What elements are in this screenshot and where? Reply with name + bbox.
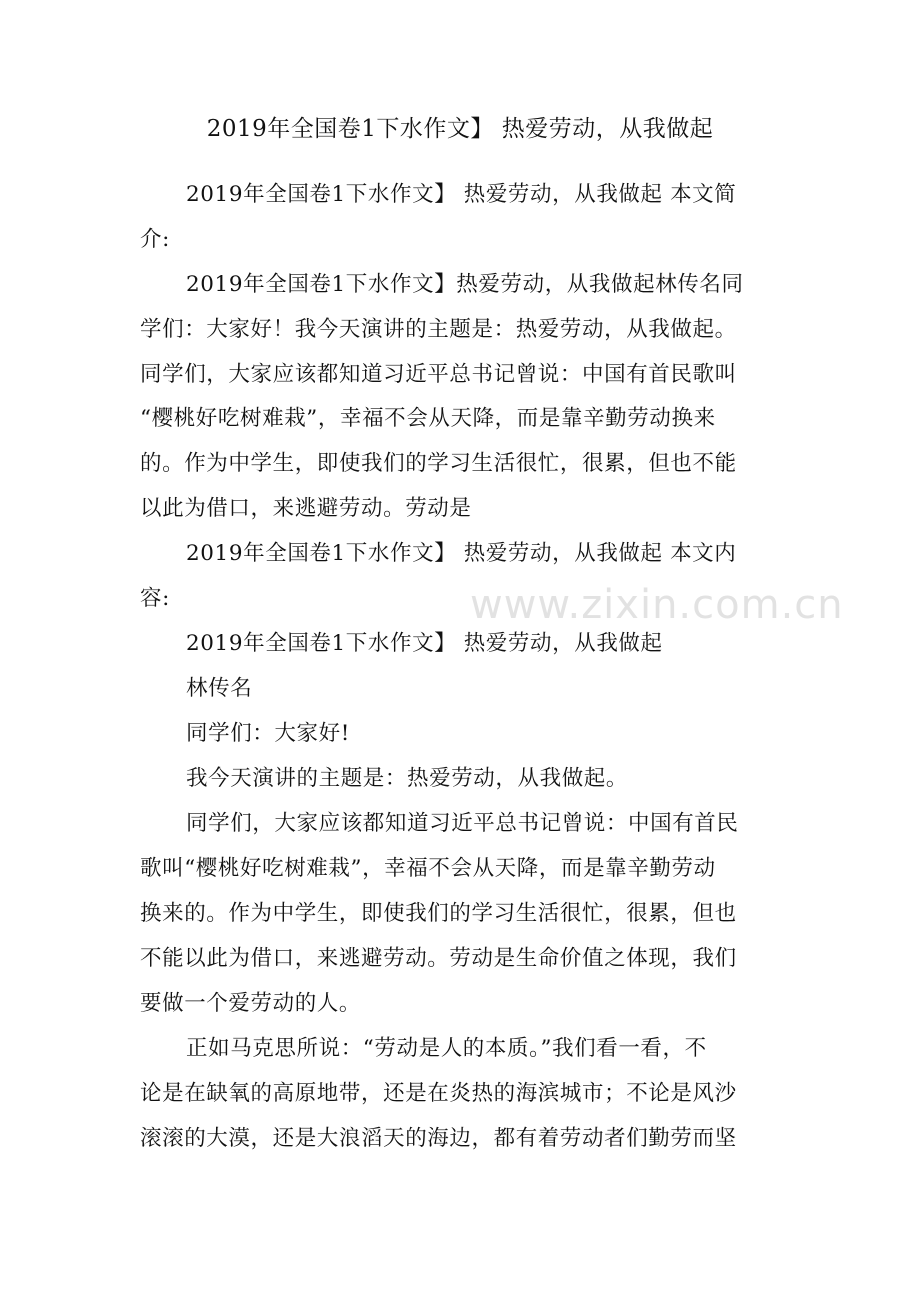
paragraph-line: 2019年全国卷1下水作文】 热爱劳动，从我做起	[186, 631, 663, 656]
greeting-line: 同学们：大家好!	[186, 721, 350, 746]
paragraph-line: “樱桃好吃树难栽”，幸福不会从天降，而是靠辛勤劳动换来	[140, 406, 716, 431]
paragraph-line: 的。作为中学生，即使我们的学习生活很忙，很累，但也不能	[140, 451, 737, 476]
watermark: www.zixin.com.cn	[470, 582, 844, 628]
author-name: 林传名	[186, 676, 253, 701]
paragraph-line: 介:	[140, 227, 170, 252]
paragraph-line: 学们：大家好！我今天演讲的主题是：热爱劳动，从我做起。	[140, 317, 737, 342]
paragraph-line: 论是在缺氧的高原地带，还是在炎热的海滨城市；不论是风沙	[140, 1081, 737, 1106]
paragraph-line: 同学们，大家应该都知道习近平总书记曾说：中国有首民	[186, 811, 739, 836]
document-title: 2019年全国卷1下水作文】 热爱劳动，从我做起	[206, 116, 714, 142]
paragraph-line: 要做一个爱劳动的人。	[140, 991, 362, 1016]
paragraph-line: 不能以此为借口，来逃避劳动。劳动是生命价值之体现，我们	[140, 946, 737, 971]
paragraph-line: 以此为借口，来逃避劳动。劳动是	[140, 496, 472, 521]
paragraph-line: 歌叫“樱桃好吃树难栽”，幸福不会从天降，而是靠辛勤劳动	[140, 856, 716, 881]
paragraph-line: 2019年全国卷1下水作文】 热爱劳动，从我做起 本文内	[186, 541, 737, 566]
paragraph-line: 2019年全国卷1下水作文】 热爱劳动，从我做起 本文简	[186, 182, 737, 207]
paragraph-line: 同学们，大家应该都知道习近平总书记曾说：中国有首民歌叫	[140, 362, 737, 387]
paragraph-line: 换来的。作为中学生，即使我们的学习生活很忙，很累，但也	[140, 901, 737, 926]
paragraph-line: 我今天演讲的主题是：热爱劳动，从我做起。	[186, 766, 629, 791]
paragraph-line: 2019年全国卷1下水作文】热爱劳动，从我做起林传名同	[186, 272, 744, 297]
paragraph-line: 容:	[140, 586, 170, 611]
paragraph-line: 滚滚的大漠，还是大浪滔天的海边，都有着劳动者们勤劳而坚	[140, 1126, 737, 1151]
paragraph-line: 正如马克思所说：“劳动是人的本质。”我们看一看，不	[186, 1036, 707, 1061]
